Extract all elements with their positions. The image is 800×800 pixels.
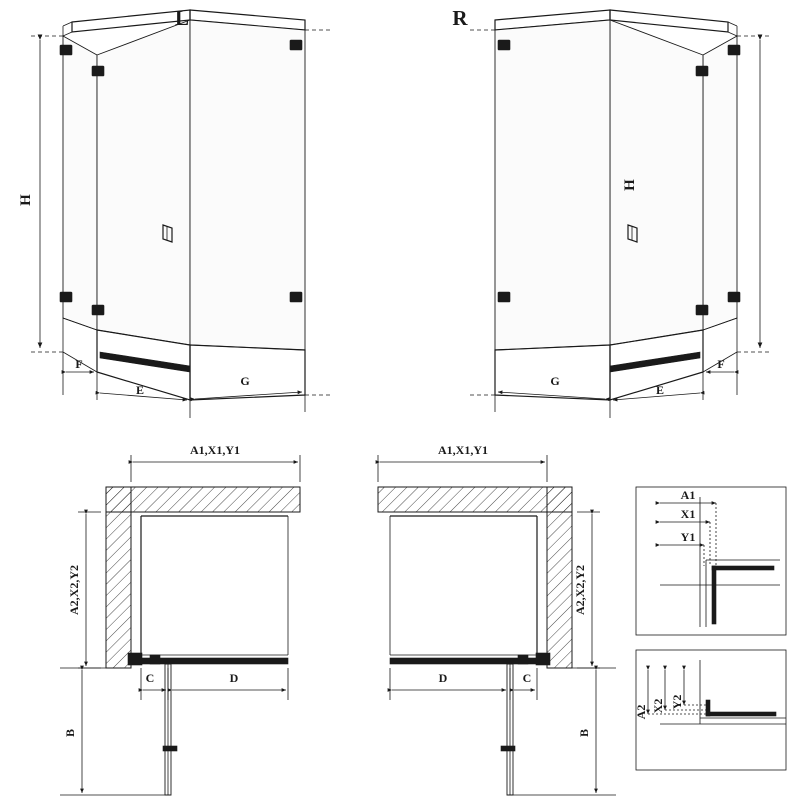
dim-label-G-left: G bbox=[240, 374, 250, 388]
dim-label-A2X2Y2-left: A2,X2,Y2 bbox=[67, 565, 81, 615]
dim-label-A1X1Y1-right: A1,X1,Y1 bbox=[438, 443, 488, 457]
dim-label-A1X1Y1-left: A1,X1,Y1 bbox=[190, 443, 240, 457]
handing-label-left: L bbox=[174, 6, 190, 30]
dim-label-E-right: E bbox=[655, 383, 665, 397]
dim-label-H-right: H bbox=[622, 179, 638, 191]
dim-label-D-left: D bbox=[229, 671, 239, 685]
detail-a1-x1-y1 bbox=[636, 487, 786, 635]
dim-label-G-right: G bbox=[550, 374, 560, 388]
view-iso-left bbox=[18, 6, 330, 418]
dim-label-F-left: F bbox=[75, 357, 83, 371]
view-iso-right bbox=[452, 6, 770, 418]
dim-label-F-right: F bbox=[717, 357, 725, 371]
detail-label-Y2: Y2 bbox=[670, 694, 684, 710]
detail-label-X1: X1 bbox=[680, 507, 696, 521]
detail-label-A1: A1 bbox=[680, 488, 696, 502]
handing-label-right: R bbox=[452, 6, 468, 30]
dim-label-C-left: C bbox=[145, 671, 155, 685]
detail-label-A2: A2 bbox=[634, 704, 648, 720]
dim-label-E-left: E bbox=[135, 383, 145, 397]
dim-label-H-left: H bbox=[18, 194, 34, 206]
dim-label-B-left: B bbox=[63, 728, 77, 738]
detail-label-X2: X2 bbox=[651, 698, 665, 714]
detail-label-Y1: Y1 bbox=[680, 530, 696, 544]
view-plan-left bbox=[60, 443, 300, 795]
detail-a2-x2-y2 bbox=[634, 650, 786, 770]
dim-label-B-right: B bbox=[577, 728, 591, 738]
dim-label-C-right: C bbox=[522, 671, 532, 685]
view-plan-right bbox=[378, 443, 616, 795]
dim-label-A2X2Y2-right: A2,X2,Y2 bbox=[573, 565, 587, 615]
dim-label-D-right: D bbox=[438, 671, 448, 685]
